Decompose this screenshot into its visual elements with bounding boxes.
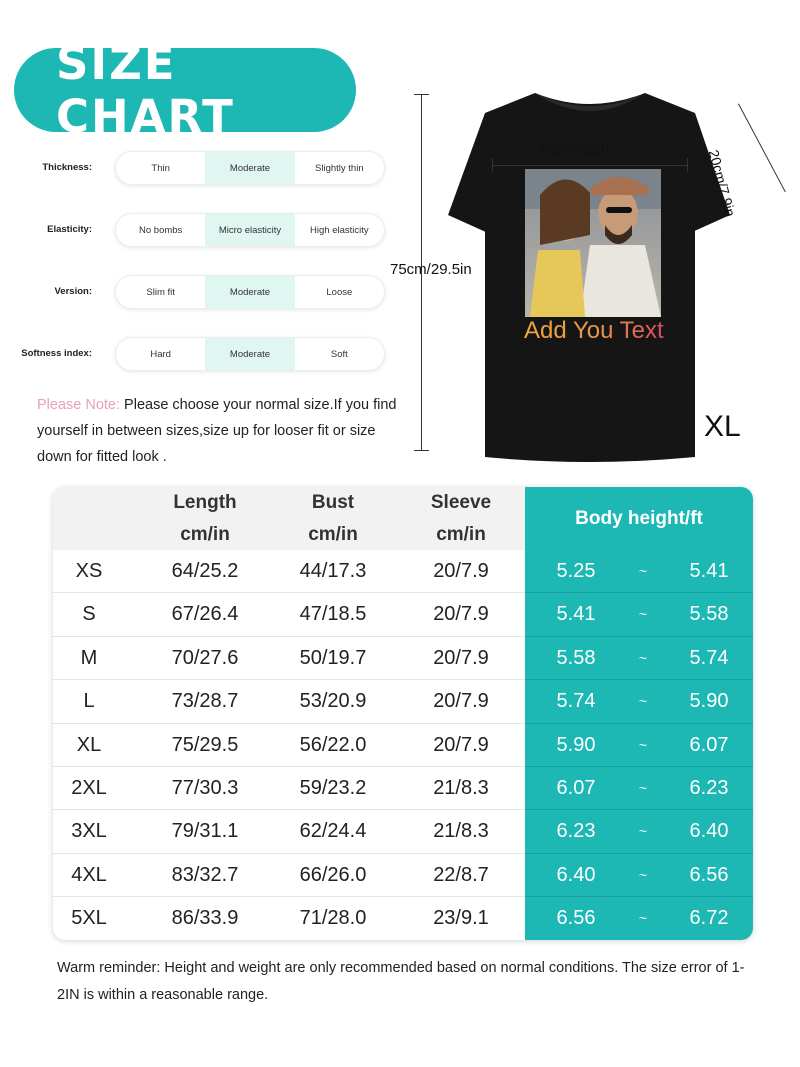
- header-bust: [271, 487, 395, 550]
- cell-h-min: 6.07: [556, 777, 596, 799]
- header-length: [143, 487, 267, 550]
- size-table: [53, 487, 753, 940]
- cell-sleeve: 20/7.9: [433, 733, 489, 756]
- cell-bust: 53/20.9: [299, 690, 367, 713]
- header-bust-unit: cm/in: [308, 524, 358, 545]
- attribute-row: [20, 337, 390, 371]
- cell-sleeve: 20/7.9: [433, 646, 489, 669]
- cell-bust: 59/23.2: [299, 777, 367, 799]
- cell-h-max: 5.41: [689, 560, 729, 582]
- cell-bust: 56/22.0: [299, 733, 367, 756]
- attribute-row: [20, 151, 390, 185]
- cell-sleeve: 21/8.3: [433, 777, 489, 799]
- cell-bust: 71/28.0: [299, 907, 367, 930]
- cell-h-min: 6.23: [556, 820, 596, 843]
- shirt-size-label: XL: [704, 410, 741, 443]
- cell-h-max: 5.74: [689, 646, 729, 669]
- cell-h-max: 6.72: [689, 907, 729, 930]
- width-label: 56cm/22in: [540, 141, 610, 158]
- range-separator: ~: [638, 823, 648, 840]
- table-row: [53, 810, 753, 853]
- cell-bust: 44/17.3: [299, 560, 367, 582]
- header-sleeve: [399, 487, 523, 550]
- attribute-option-selected: Moderate: [205, 276, 294, 308]
- cell-size: L: [83, 690, 95, 713]
- attribute-label: Softness index:: [21, 348, 92, 359]
- attribute-option-selected: Moderate: [205, 152, 294, 184]
- attribute-option: Slightly thin: [315, 162, 364, 174]
- attribute-option: Loose: [326, 286, 353, 298]
- cell-bust: 66/26.0: [299, 863, 367, 886]
- table-row: [53, 593, 753, 636]
- cell-sleeve: 21/8.3: [433, 820, 489, 843]
- warm-reminder: Warm reminder: Height and weight are only recommended based on normal conditions. The size error of 1-2IN is within a reasonable range.: [57, 960, 745, 1003]
- sleeve-dimension-line: [738, 103, 786, 192]
- header-bust-title: Bust: [311, 492, 355, 513]
- table-row: [53, 724, 753, 767]
- range-separator: ~: [638, 606, 648, 623]
- header-length-title: Length: [173, 492, 237, 513]
- attribute-option-selected: Moderate: [205, 338, 294, 370]
- attribute-label: Version:: [54, 286, 92, 297]
- attribute-option: High elasticity: [310, 224, 369, 236]
- attribute-option: Hard: [150, 348, 171, 360]
- range-separator: ~: [638, 910, 648, 927]
- table-row: [53, 854, 753, 897]
- range-separator: ~: [638, 649, 648, 666]
- cell-sleeve: 22/8.7: [433, 863, 489, 886]
- cell-h-min: 5.25: [556, 560, 596, 582]
- cell-h-min: 5.58: [556, 646, 596, 669]
- cell-bust: 50/19.7: [299, 646, 367, 669]
- note-label: Please Note:: [37, 397, 121, 413]
- cell-sleeve: 23/9.1: [433, 907, 489, 930]
- cell-sleeve: 20/7.9: [433, 603, 489, 626]
- size-chart-title: SIZE CHART: [14, 48, 356, 132]
- cell-bust: 47/18.5: [299, 603, 367, 626]
- attribute-options: [115, 337, 385, 371]
- sleeve-label: 20cm/7.9in: [705, 148, 739, 219]
- cell-length: 86/33.9: [171, 907, 239, 930]
- attribute-option-selected: Micro elasticity: [205, 214, 294, 246]
- cell-sleeve: 20/7.9: [433, 560, 489, 582]
- note-text: Please choose your normal size.If you find yourself in between sizes,size up for looser fit or size down for fitted look .: [37, 397, 397, 465]
- cell-length: 77/30.3: [171, 777, 239, 799]
- cell-h-min: 6.40: [556, 863, 596, 886]
- cell-size: XL: [76, 733, 102, 756]
- cell-size: M: [80, 646, 98, 669]
- cell-length: 79/31.1: [171, 820, 239, 843]
- cell-size: S: [82, 603, 96, 626]
- attribute-label: Elasticity:: [47, 224, 92, 235]
- cell-length: 73/28.7: [171, 690, 239, 713]
- attribute-label: Thickness:: [42, 162, 92, 173]
- cell-size: 3XL: [71, 820, 107, 843]
- cell-h-min: 5.41: [556, 603, 596, 626]
- cell-h-min: 6.56: [556, 907, 596, 930]
- attribute-option: Slim fit: [146, 286, 175, 298]
- size-note: [37, 392, 397, 470]
- header-length-unit: cm/in: [180, 524, 230, 545]
- width-dimension-tick: [492, 158, 493, 172]
- attribute-row: [20, 213, 390, 247]
- width-dimension-tick: [687, 158, 688, 172]
- cell-h-max: 6.56: [689, 863, 729, 886]
- cell-h-min: 5.74: [556, 690, 596, 713]
- cell-h-max: 6.23: [689, 777, 729, 799]
- table-row: [53, 550, 753, 593]
- shirt-print-text: Add You Text: [524, 317, 664, 344]
- length-label: 75cm/29.5in: [390, 261, 472, 278]
- cell-length: 83/32.7: [171, 863, 239, 886]
- attribute-options: [115, 151, 385, 185]
- attribute-options: [115, 275, 385, 309]
- header-sleeve-title: Sleeve: [430, 492, 492, 513]
- length-dimension-tick: [414, 450, 429, 451]
- attribute-row: [20, 275, 390, 309]
- cell-h-max: 6.40: [689, 820, 729, 843]
- table-row: [53, 897, 753, 940]
- length-dimension-tick: [414, 94, 429, 95]
- cell-h-min: 5.90: [556, 733, 596, 756]
- table-row: [53, 767, 753, 810]
- cell-h-max: 6.07: [689, 733, 729, 756]
- cell-length: 70/27.6: [171, 646, 239, 669]
- header-sleeve-unit: cm/in: [436, 524, 486, 545]
- cell-size: 5XL: [71, 907, 107, 930]
- range-separator: ~: [638, 693, 648, 710]
- header-body-height: Body height/ft: [575, 507, 703, 529]
- cell-size: 2XL: [71, 777, 107, 799]
- cell-sleeve: 20/7.9: [433, 690, 489, 713]
- range-separator: ~: [638, 736, 648, 753]
- attribute-option: Thin: [151, 162, 170, 174]
- cell-bust: 62/24.4: [299, 820, 367, 843]
- cell-length: 67/26.4: [171, 603, 239, 626]
- cell-h-max: 5.58: [689, 603, 729, 626]
- cell-size: XS: [75, 560, 103, 582]
- range-separator: ~: [638, 780, 648, 796]
- range-separator: ~: [638, 563, 648, 579]
- range-separator: ~: [638, 866, 648, 883]
- attribute-options: [115, 213, 385, 247]
- table-row: [53, 637, 753, 680]
- table-row: [53, 680, 753, 723]
- cell-h-max: 5.90: [689, 690, 729, 713]
- cell-size: 4XL: [71, 863, 107, 886]
- cell-length: 75/29.5: [171, 733, 239, 756]
- width-dimension-line: [492, 165, 688, 166]
- attribute-option: No bombs: [139, 224, 183, 236]
- attribute-option: Soft: [330, 348, 348, 360]
- cell-length: 64/25.2: [171, 560, 239, 582]
